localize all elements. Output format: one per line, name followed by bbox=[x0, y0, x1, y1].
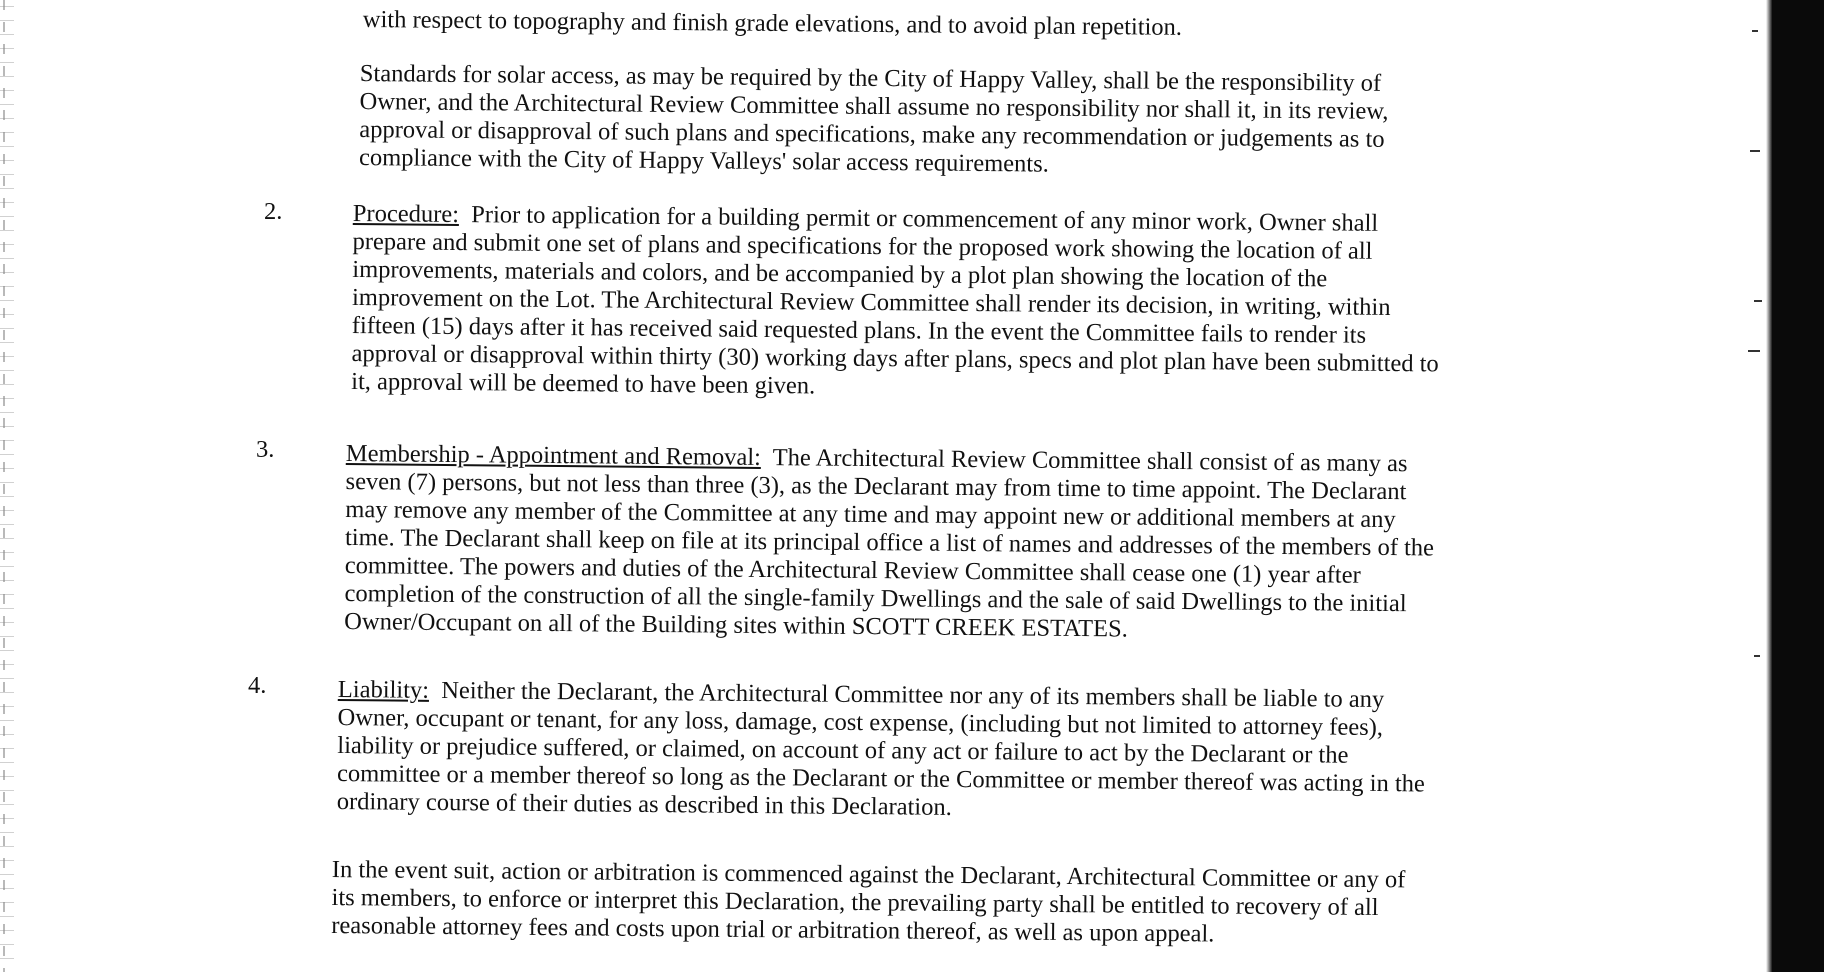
section-membership bbox=[344, 440, 1435, 646]
text-line: ordinary course of their duties as described in this Declaration. bbox=[336, 787, 952, 821]
text-line: seven (7) persons, but not less than three (3), as the Declarant may from time to time appoint. The Declarant bbox=[345, 467, 1407, 506]
text-line: compliance with the City of Happy Valleys' solar access requirements. bbox=[358, 143, 1049, 178]
text-line: it, approval will be deemed to have been given. bbox=[351, 367, 816, 400]
suit-paragraph bbox=[331, 856, 1405, 950]
text-line: reasonable attorney fees and costs upon trial or arbitration thereof, as well as upon appeal. bbox=[331, 911, 1215, 948]
text-line: committee or a member thereof so long as the Declarant or the Committee or member thereof was acting in the bbox=[336, 759, 1425, 798]
section-first-line: Prior to application for a building permit or commencement of any minor work, Owner shall bbox=[471, 201, 1379, 237]
scan-left-edge-line bbox=[3, 0, 5, 972]
section-heading: Liability: bbox=[337, 676, 430, 704]
text-line: committee. The powers and duties of the Architectural Review Committee shall cease one (1) year after bbox=[344, 551, 1361, 589]
text-line: In the event suit, action or arbitration is commenced against the Declarant, Architectural Committee or any of bbox=[331, 856, 1406, 894]
text-line: its members, to enforce or interpret this Declaration, the prevailing party shall be entitled to recovery of all bbox=[331, 883, 1379, 922]
text-line: Owner, occupant or tenant, for any loss, damage, cost expense, (including but not limited to attorney fees), bbox=[337, 703, 1384, 742]
section-heading: Procedure: bbox=[352, 200, 460, 229]
section-first-line: The Architectural Review Committee shall consist of as many as bbox=[772, 444, 1408, 478]
text-line: fifteen (15) days after it has received said requested plans. In the event the Committee fails to render its bbox=[351, 311, 1367, 349]
text-line: with respect to topography and finish grade elevations, and to avoid plan repetition. bbox=[362, 6, 1183, 41]
text-line: time. The Declarant shall keep on file at its principal office a list of names and addresses of the members of the bbox=[344, 523, 1435, 562]
text-line: may remove any member of the Committee at any time and may appoint new or additional members at any bbox=[345, 495, 1396, 534]
solar-access-paragraph bbox=[359, 60, 1389, 182]
text-line: Owner/Occupant on all of the Building sites within SCOTT CREEK ESTATES. bbox=[344, 607, 1128, 643]
text-line: Standards for solar access, as may be required by the City of Happy Valley, shall be the responsibility of bbox=[359, 60, 1382, 97]
section-number: 3. bbox=[256, 436, 275, 463]
section-procedure bbox=[351, 200, 1440, 406]
text-line: improvements, materials and colors, and be accompanied by a plot plan showing the location of the bbox=[352, 255, 1328, 293]
text-line: approval or disapproval of such plans and specifications, make any recommendation or judgements as to bbox=[359, 115, 1385, 153]
section-number: 2. bbox=[264, 198, 283, 225]
section-liability bbox=[337, 676, 1426, 826]
section-heading: Membership - Appointment and Removal: bbox=[345, 440, 762, 471]
scan-right-marks bbox=[1748, 0, 1772, 972]
section-first-line: Neither the Declarant, the Architectural Committee nor any of its members shall be liable to any bbox=[441, 676, 1385, 714]
text-line: completion of the construction of all the single-family Dwellings and the sale of said Dwellings to the initial bbox=[344, 579, 1407, 618]
text-line: Owner, and the Architectural Review Committee shall assume no responsibility nor shall it, in its review, bbox=[359, 87, 1389, 125]
text-line: liability or prejudice suffered, or claimed, on account of any act or failure to act by the Declarant or the bbox=[337, 731, 1349, 769]
scan-right-border bbox=[1772, 0, 1824, 972]
top-fragment bbox=[363, 6, 1182, 42]
text-line: improvement on the Lot. The Architectural Review Committee shall render its decision, in writing, within bbox=[351, 283, 1391, 321]
text-line: prepare and submit one set of plans and specifications for the proposed work showing the location of all bbox=[352, 227, 1373, 265]
text-line: approval or disapproval within thirty (30) working days after plans, specs and plot plan have been submitted to bbox=[351, 339, 1439, 378]
section-number: 4. bbox=[248, 672, 267, 699]
